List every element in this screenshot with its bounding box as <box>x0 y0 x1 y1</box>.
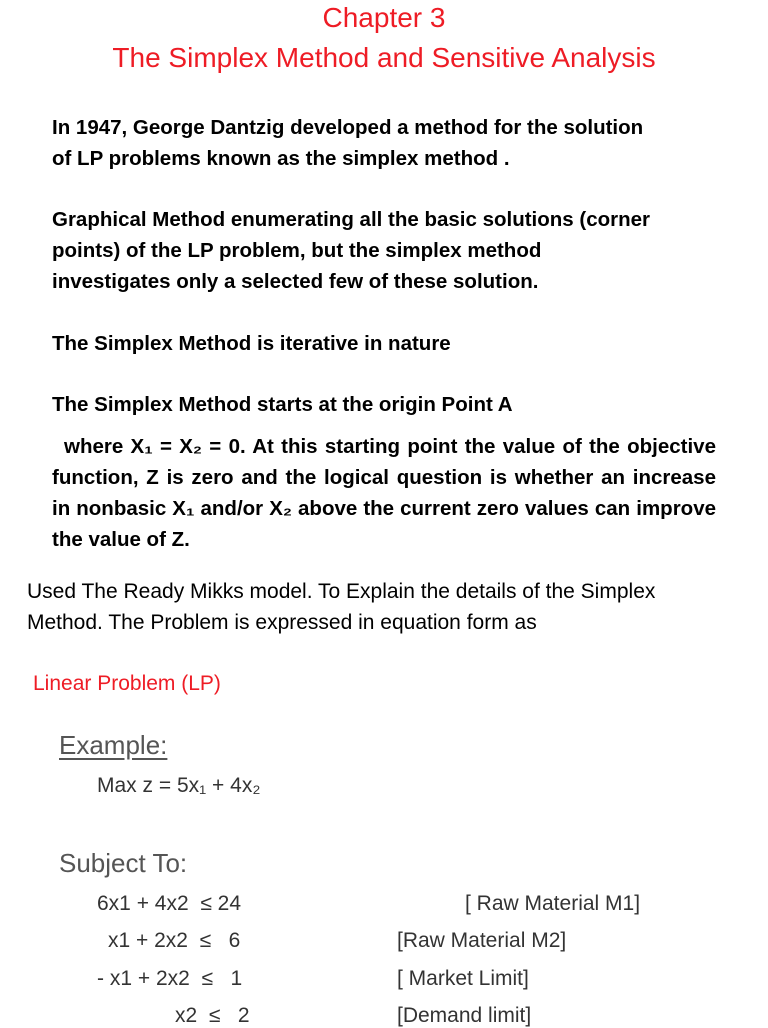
constraint-expr: x2 ≤ 2 <box>175 1004 250 1027</box>
constraint-note: [ Raw Material M1] <box>465 892 641 915</box>
lp-label: Linear Problem (LP) <box>33 672 221 695</box>
constraint-note: [ Market Limit] <box>397 967 529 990</box>
constraint-expr: x1 + 2x2 ≤ 6 <box>108 929 241 952</box>
chapter-heading: Chapter 3 <box>322 2 446 33</box>
paragraph-graphical-line2: points) of the LP problem, but the simplex method <box>52 239 542 262</box>
page-title: The Simplex Method and Sensitive Analysis <box>112 42 656 73</box>
constraint-expr: - x1 + 2x2 ≤ 1 <box>97 967 243 990</box>
paragraph-origin-body: where X₁ = X₂ = 0. At this starting point the value of the objective function, Z is zero and the logical question is whether an increase in nonbasic X₁ and/or X₂ above the current zero values can improve the value of Z. <box>52 435 716 551</box>
example-heading: Example: <box>59 730 168 760</box>
constraint-expr: 6x1 + 4x2 ≤ 24 <box>97 892 242 915</box>
paragraph-graphical-line1: Graphical Method enumerating all the basic solutions (corner <box>52 208 651 231</box>
subject-to-heading: Subject To: <box>59 848 188 878</box>
constraint-note: [Demand limit] <box>397 1004 532 1027</box>
paragraph-iterative: The Simplex Method is iterative in nature <box>52 332 451 355</box>
paragraph-intro-line1: In 1947, George Dantzig developed a method for the solution <box>52 116 644 139</box>
paragraph-graphical-line3: investigates only a selected few of these solution. <box>52 270 539 293</box>
paragraph-ready-mikks-line2: Method. The Problem is expressed in equation form as <box>27 611 537 634</box>
paragraph-intro-line2: of LP problems known as the simplex method . <box>52 147 510 170</box>
objective-function: Max z = 5x₁ + 4x₂ <box>97 774 261 797</box>
paragraph-ready-mikks-line1: Used The Ready Mikks model. To Explain the details of the Simplex <box>27 580 656 603</box>
constraint-note: [Raw Material M2] <box>397 929 567 952</box>
paragraph-origin-line1: The Simplex Method starts at the origin Point A <box>52 393 513 416</box>
